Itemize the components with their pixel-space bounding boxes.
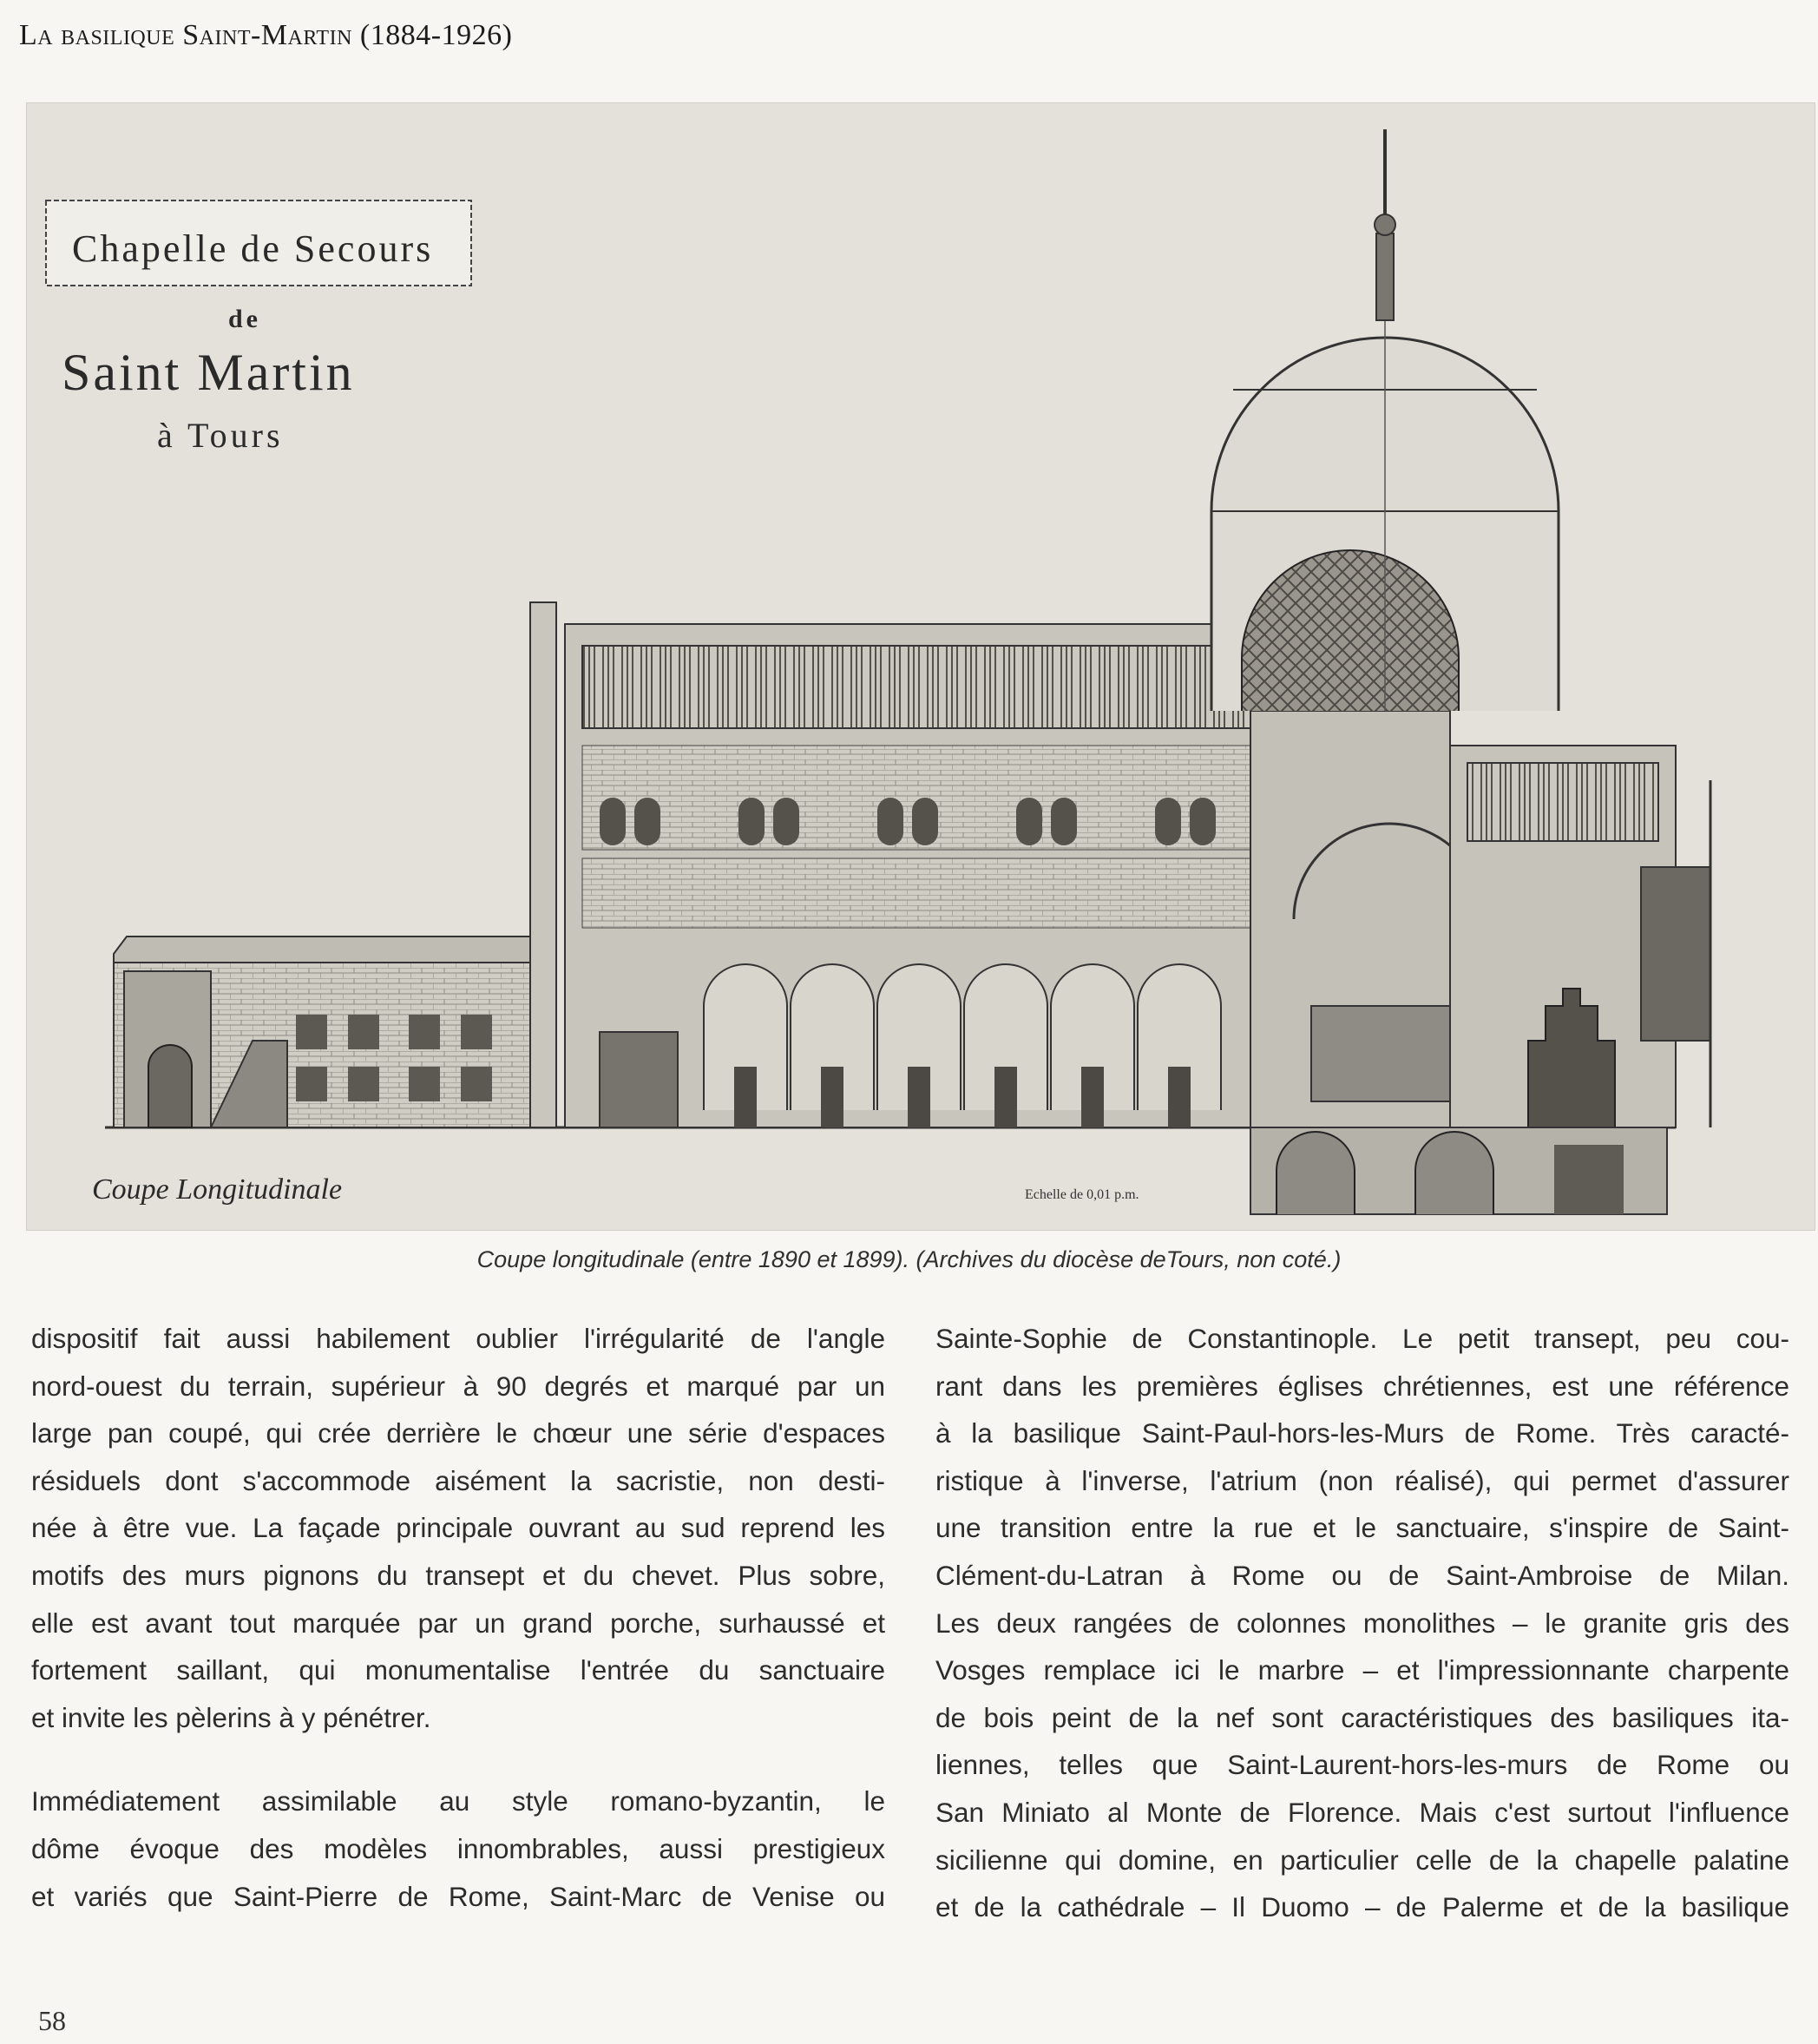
text-line: sicilienne qui domine, en particulier celle de la chapelle palatine bbox=[935, 1844, 1789, 1876]
text-line: large pan coupé, qui crée derrière le chœur une série d'espaces bbox=[31, 1417, 885, 1449]
nave-section bbox=[565, 624, 1277, 1127]
drawing-title-de: de bbox=[228, 305, 261, 333]
text-line: Vosges remplace ici le marbre – et l'impressionnante charpente bbox=[935, 1654, 1789, 1686]
text-line: motifs des murs pignons du transept et du chevet. Plus sobre, bbox=[31, 1559, 885, 1591]
drawing-title-main: Saint Martin bbox=[62, 344, 355, 401]
cartouche-text: Chapelle de Secours bbox=[72, 227, 434, 270]
text-line: San Miniato al Monte de Florence. Mais c'est surtout l'influence bbox=[935, 1796, 1789, 1828]
text-line: Immédiatement assimilable au style romano-byzantin, le bbox=[31, 1785, 885, 1817]
text-column-left bbox=[31, 1315, 885, 1920]
text-line: Les deux rangées de colonnes monolithes – le granite gris des bbox=[935, 1607, 1789, 1639]
drawing-title-place: à Tours bbox=[157, 416, 284, 455]
drawing-label-scale: Echelle de 0,01 p.m. bbox=[1025, 1187, 1139, 1202]
text-line: de bois peint de la nef sont caractéristiques des basiliques ita- bbox=[935, 1701, 1789, 1733]
text-line: et de la cathédrale – Il Duomo – de Palerme et de la basilique bbox=[935, 1891, 1789, 1923]
text-line: une transition entre la rue et le sanctuaire, s'inspire de Saint- bbox=[935, 1512, 1789, 1544]
text-line: Sainte-Sophie de Constantinople. Le petit transept, peu cou- bbox=[935, 1323, 1789, 1354]
running-head-dates: (1884-1926) bbox=[359, 19, 513, 51]
text-line: dispositif fait aussi habilement oublier l'irrégularité de l'angle bbox=[31, 1323, 885, 1354]
text-line: à la basilique Saint-Paul-hors-les-Murs de Rome. Très caracté- bbox=[935, 1417, 1789, 1449]
text-line: née à être vue. La façade principale ouvrant au sud reprend les bbox=[31, 1512, 885, 1544]
text-line: fortement saillant, qui monumentalise l'entrée du sanctuaire bbox=[31, 1654, 885, 1686]
text-line: et invite les pèlerins à y pénétrer. bbox=[31, 1701, 431, 1733]
running-head-title: La basilique Saint-Martin bbox=[19, 19, 352, 51]
text-line: nord-ouest du terrain, supérieur à 90 degrés et marqué par un bbox=[31, 1370, 885, 1402]
text-line: Clément-du-Latran à Rome ou de Saint-Ambroise de Milan. bbox=[935, 1559, 1789, 1591]
text-line: dôme évoque des modèles innombrables, aussi prestigieux bbox=[31, 1832, 885, 1864]
paragraph bbox=[31, 1778, 885, 1920]
figure-caption: Coupe longitudinale (entre 1890 et 1899). (Archives du diocèse deTours, non coté.) bbox=[476, 1246, 1342, 1272]
choir-section bbox=[1450, 746, 1710, 1127]
architectural-drawing bbox=[26, 102, 1815, 1231]
text-line: rant dans les premières églises chrétiennes, est une référence bbox=[935, 1370, 1789, 1402]
running-head bbox=[19, 19, 512, 52]
text-line: résiduels dont s'accommode aisément la sacristie, non desti- bbox=[31, 1464, 885, 1496]
text-line: liennes, telles que Saint-Laurent-hors-les-murs de Rome ou bbox=[935, 1749, 1789, 1781]
text-column-right bbox=[935, 1315, 1789, 1931]
paragraph bbox=[31, 1315, 885, 1741]
longitudinal-section-drawing bbox=[27, 103, 1815, 1230]
text-line: ristique à l'inverse, l'atrium (non réalisé), qui permet d'assurer bbox=[935, 1464, 1789, 1496]
text-line: elle est avant tout marquée par un grand porche, surhaussé et bbox=[31, 1607, 885, 1639]
page-number: 58 bbox=[38, 2005, 66, 2036]
crypt-section bbox=[1250, 1127, 1667, 1214]
text-line: et variés que Saint-Pierre de Rome, Saint-Marc de Venise ou bbox=[31, 1880, 885, 1912]
paragraph bbox=[935, 1315, 1789, 1931]
drawing-label-section: Coupe Longitudinale bbox=[92, 1173, 343, 1206]
